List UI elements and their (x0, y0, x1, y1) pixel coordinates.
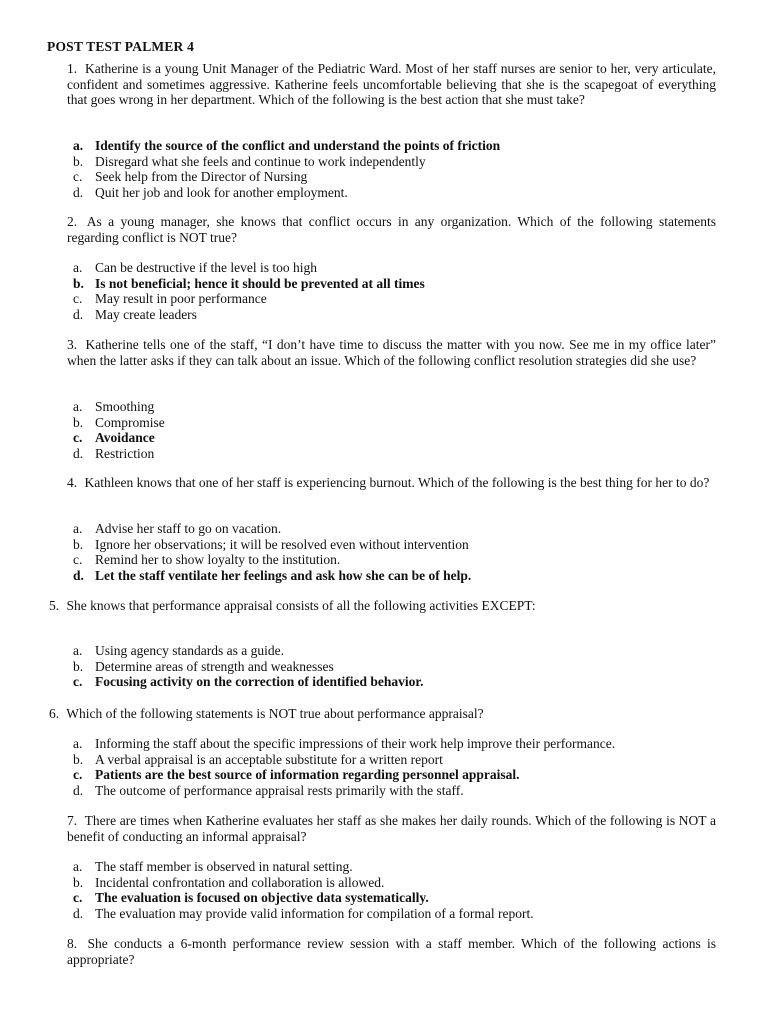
option: a. Using agency standards as a guide. (73, 643, 284, 658)
option: b. Determine areas of strength and weaknesses (73, 658, 334, 674)
question-text: Which of the following statements is NOT true about performance appraisal? (66, 706, 484, 721)
option-correct: c. Patients are the best source of information regarding personnel appraisal. (73, 767, 520, 782)
question-6-options (73, 736, 723, 798)
option-correct: c. Avoidance (73, 430, 155, 445)
option: a. The staff member is observed in natural setting. (73, 859, 353, 874)
question-1 (67, 61, 716, 108)
question-4-options (73, 521, 723, 583)
question-2-options (73, 260, 723, 322)
question-text: Katherine is a young Unit Manager of the Pediatric Ward. Most of her staff nurses are senior to her, very articulate, confident and sometimes aggressive. Katherine feels uncomfortable believing that she is the scapegoat of everything that goes wrong in her department. Which of the following is the best action that she must take? (67, 61, 717, 107)
question-text: She conducts a 6-month performance review session with a staff member. Which of the following actions is appropriate? (67, 936, 717, 967)
question-3-options (73, 399, 723, 461)
option: c. Seek help from the Director of Nursing (73, 169, 308, 184)
question-5 (49, 598, 716, 614)
question-number: 2. (67, 214, 78, 229)
question-1-options (73, 138, 723, 200)
option-correct: b. Is not beneficial; hence it should be prevented at all times (73, 275, 425, 291)
option: a. Informing the staff about the specific impressions of their work help improve their performance. (73, 736, 616, 751)
option: d. Restriction (73, 445, 155, 461)
question-4 (67, 475, 716, 491)
option: a. Advise her staff to go on vacation. (73, 521, 282, 536)
option-correct: c. The evaluation is focused on objective data systematically. (73, 890, 429, 905)
option: b. Incidental confrontation and collaboration is allowed. (73, 874, 385, 890)
option-correct: d. Let the staff ventilate her feelings and ask how she can be of help. (73, 567, 472, 583)
option-correct: c. Focusing activity on the correction of identified behavior. (73, 674, 424, 689)
question-number: 3. (67, 337, 78, 352)
option: d. The outcome of performance appraisal rests primarily with the staff. (73, 782, 464, 798)
question-number: 7. (67, 813, 78, 828)
question-number: 5. (49, 598, 60, 613)
option: c. May result in poor performance (73, 291, 267, 306)
option-correct: a. Identify the source of the conflict and understand the points of friction (73, 138, 501, 153)
question-text: Kathleen knows that one of her staff is experiencing burnout. Which of the following is the best thing for her to do? (84, 475, 710, 490)
question-6 (49, 706, 716, 722)
question-number: 4. (67, 475, 78, 490)
option: b. Disregard what she feels and continue to work independently (73, 153, 426, 169)
question-number: 6. (49, 706, 60, 721)
question-number: 1. (67, 61, 78, 76)
option: a. Can be destructive if the level is too high (73, 260, 317, 275)
question-7-options (73, 859, 723, 921)
option: d. May create leaders (73, 306, 197, 322)
option: d. The evaluation may provide valid information for compilation of a formal report. (73, 905, 534, 921)
question-5-options (73, 643, 723, 690)
question-number: 8. (67, 936, 78, 951)
question-7 (67, 813, 716, 844)
question-text: As a young manager, she knows that conflict occurs in any organization. Which of the following statements regarding conflict is NOT true? (67, 214, 716, 245)
question-3 (67, 337, 716, 368)
question-text: Katherine tells one of the staff, “I don’t have time to discuss the matter with you now. See me in my office later” when the latter asks if they can talk about an issue. Which of the following conflict resolution strategies did she use? (67, 337, 716, 368)
question-text: There are times when Katherine evaluates her staff as she makes her daily rounds. Which of the following is NOT a benefit of conducting an informal appraisal? (67, 813, 716, 844)
question-8 (67, 936, 716, 967)
option: c. Remind her to show loyalty to the institution. (73, 552, 341, 567)
option: b. Compromise (73, 414, 165, 430)
question-text: She knows that performance appraisal consists of all the following activities EXCEPT: (66, 598, 536, 613)
question-2 (67, 214, 716, 245)
option: d. Quit her job and look for another employment. (73, 184, 348, 200)
option: b. A verbal appraisal is an acceptable substitute for a written report (73, 751, 443, 767)
option: b. Ignore her observations; it will be resolved even without intervention (73, 536, 469, 552)
page-title: POST TEST PALMER 4 (47, 39, 195, 54)
option: a. Smoothing (73, 399, 155, 414)
